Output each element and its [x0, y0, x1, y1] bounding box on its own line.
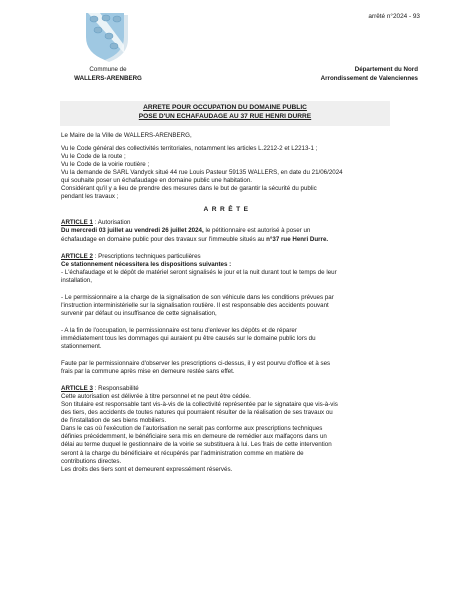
decree-reference: arrêté n°2024 - 93	[368, 13, 420, 20]
department-name: Département du Nord	[354, 66, 418, 73]
commune-name: WALLERS-ARENBERG	[74, 74, 142, 82]
commune-crest-logo	[78, 8, 134, 64]
article-2-number: ARTICLE 2	[61, 252, 93, 260]
article-3-line: des tiers, des accidents de toutes natures qui pourraient résulter de la réalisation de ses travaux ou	[61, 409, 333, 417]
article-3-heading	[61, 385, 394, 393]
article-3-line: délai au terme duquel le gestionnaire de la voirie se substituera à lui. Les frais de cette intervention	[61, 441, 332, 449]
arrete-heading: ARRÊTE	[203, 206, 252, 214]
article-1-heading	[61, 219, 394, 227]
visa-line: Vu le Code de la voirie routière ;	[61, 161, 150, 169]
article-2-line: Faute par le permissionnaire d'observer les prescriptions ci-dessus, il y est pourvu d'office et à ses	[61, 360, 331, 368]
article-3-title: : Responsabilité	[92, 385, 139, 393]
article-3-number: ARTICLE 3	[61, 385, 93, 393]
article-2-line: survenir par défaut ou insuffisance de cette signalisation,	[61, 309, 217, 317]
article-3-line: Son titulaire est responsable tant vis-à-vis de la collectivité représentée par le signataire que vis-à-vis	[61, 401, 338, 409]
commune-block	[62, 66, 154, 83]
article-3-line: définies précédemment, le bénéficiaire sera mis en demeure de remédier aux malfaçons dans un	[61, 433, 327, 441]
article-2-line: - Le permissionnaire a la charge de la signalisation de son véhicule dans les conditions prévues par	[61, 293, 334, 301]
article-2-line: frais par la commune après mise en demeure restée sans effet.	[61, 368, 235, 376]
article-1-address: n°37 rue Henri Durre.	[266, 235, 329, 243]
title-line-1: ARRETE POUR OCCUPATION DU DOMAINE PUBLIC	[143, 104, 307, 111]
visa-line: Vu la demande de SARL Vandyck situé 44 rue Louis Pasteur 59135 WALLERS, en date du 21/06/2024	[61, 169, 343, 177]
article-2-intro: Ce stationnement nécessitera les dispositions suivantes :	[61, 260, 232, 268]
article-2-line: immédiatement tous les dommages qui auraient pu être causés sur le domaine public lors du	[61, 334, 316, 342]
article-2-title: : Prescriptions techniques particulières	[92, 252, 201, 260]
commune-label: Commune de	[89, 66, 127, 73]
visa-line: Considérant qu'il y a lieu de prendre des mesures dans le but de garantir la sécurité du public	[61, 185, 317, 193]
document-body	[61, 132, 394, 474]
article-2-line: stationnement.	[61, 342, 102, 350]
article-1-number: ARTICLE 1	[61, 219, 93, 227]
arrondissement-name: Arrondissement de Valenciennes	[320, 74, 418, 82]
visa-line: qui souhaite poser un échafaudage en domaine public une habitation.	[61, 177, 252, 185]
article-2-heading	[61, 253, 394, 261]
article-2-line: l'instruction interministérielle sur la signalisation routière. Il est responsable des accidents pouvant	[61, 301, 329, 309]
visa-line: pendant les travaux ;	[61, 193, 119, 201]
article-2-line: installation,	[61, 276, 92, 284]
article-1-line: échafaudage en domaine public pour des travaux sur l'immeuble situés au n°37 rue Henri Durre.	[61, 235, 329, 243]
document-title	[60, 101, 390, 126]
article-2-line: - L'échafaudage et le dépôt de matériel seront signalisés le jour et la nuit durant tout le temps de leur	[61, 268, 337, 276]
visa-line: Vu le Code de la route ;	[61, 153, 126, 161]
article-3-line: seront à la charge du bénéficiaire et récupérés par l'administration comme en matière de	[61, 449, 304, 457]
article-1-title: : Autorisation	[92, 219, 131, 227]
visa-line: Vu le Code général des collectivités territoriales, notamment les articles L.2212-2 et L2213-1 ;	[61, 145, 318, 153]
article-3-line: Dans le cas où l'exécution de l'autorisation ne serait pas conforme aux prescriptions techniques	[61, 425, 323, 433]
article-3-line: Les droits des tiers sont et demeurent expressément réservés.	[61, 465, 233, 473]
article-1-dates: Du mercredi 03 juillet au vendredi 26 juillet 2024,	[61, 227, 204, 235]
department-block	[288, 66, 418, 83]
article-1-line: Du mercredi 03 juillet au vendredi 26 juillet 2024, le pétitionnaire est autorisé à poser un	[61, 227, 311, 235]
article-3-line: contributions directes.	[61, 457, 122, 465]
title-line-2: POSE D'UN ECHAFAUDAGE AU 37 RUE HENRI DURRE	[138, 113, 312, 120]
article-3-line: Cette autorisation est délivrée à titre personnel et ne peut être cédée.	[61, 393, 251, 401]
article-2-line: - A la fin de l'occupation, le permissionnaire est tenu d'enlever les dépôts et de réparer	[61, 326, 297, 334]
article-3-line: de l'installation de ses biens mobiliers.	[61, 417, 167, 425]
preamble-intro: Le Maire de la Ville de WALLERS-ARENBERG,	[61, 132, 192, 139]
